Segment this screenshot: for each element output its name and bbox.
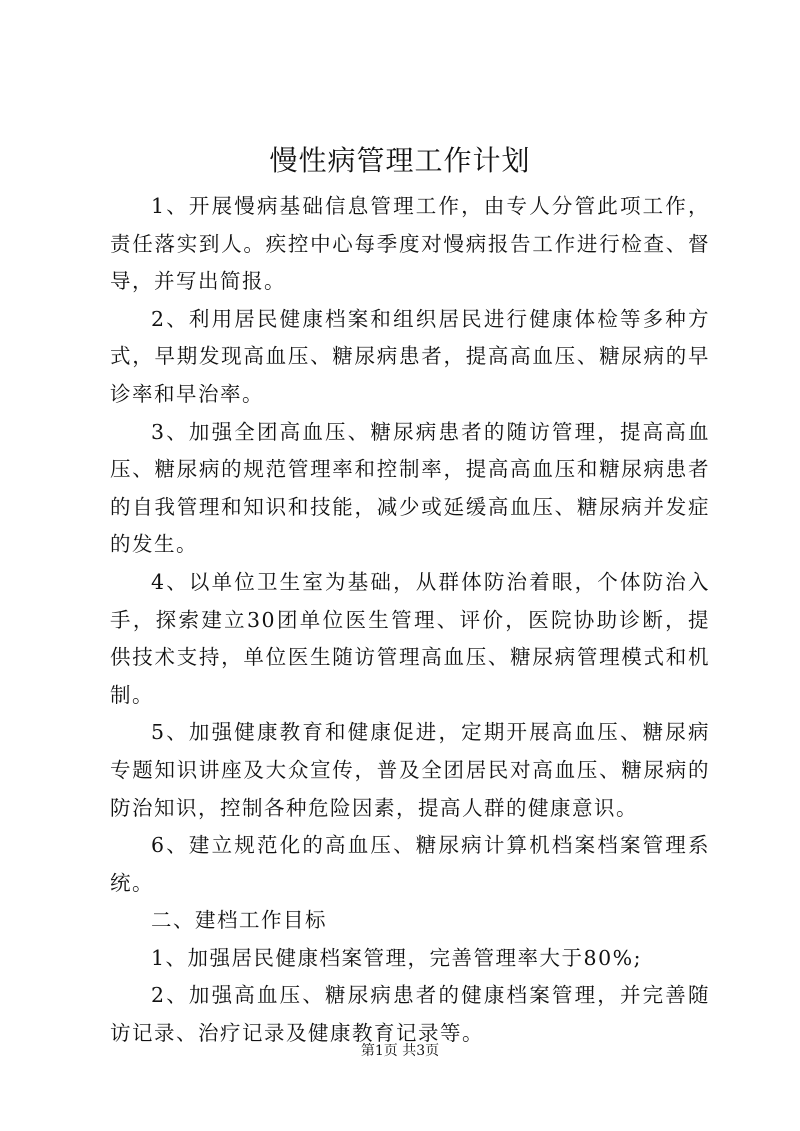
document-body xyxy=(110,188,710,1053)
paragraph-6: 6、建立规范化的高血压、糖尿病计算机档案档案管理系统。 xyxy=(110,833,710,895)
paragraph-7: 1、加强居民健康档案管理，完善管理率大于80%; xyxy=(151,945,643,970)
paragraph-8: 2、加强高血压、糖尿病患者的健康档案管理，并完善随访记录、治疗记录及健康教育记录等。 xyxy=(110,983,710,1046)
paragraph-4: 4、以单位卫生室为基础，从群体防治着眼，个体防治入手，探索建立30团单位医生管理、评价，医院协助诊断，提供技术支持，单位医生随访管理高血压、糖尿病管理模式和机制。 xyxy=(110,569,710,707)
section-heading-2: 二、建档工作目标 xyxy=(151,908,327,933)
page-footer: 第1页 共3页 xyxy=(360,1043,440,1059)
paragraph-5: 5、加强健康教育和健康促进，定期开展高血压、糖尿病专题知识讲座及大众宣传，普及全团居民对高血压、糖尿病的防治知识，控制各种危险因素，提高人群的健康意识。 xyxy=(110,720,710,820)
paragraph-2: 2、利用居民健康档案和组织居民进行健康体检等多种方式，早期发现高血压、糖尿病患者，提高高血压、糖尿病的早诊率和早治率。 xyxy=(110,306,710,406)
document-title: 慢性病管理工作计划 xyxy=(269,144,531,177)
paragraph-1: 1、开展慢病基础信息管理工作，由专人分管此项工作，责任落实到人。疾控中心每季度对慢病报告工作进行检查、督导，并写出简报。 xyxy=(110,194,710,294)
paragraph-3: 3、加强全团高血压、糖尿病患者的随访管理，提高高血压、糖尿病的规范管理率和控制率，提高高血压和糖尿病患者的自我管理和知识和技能，减少或延缓高血压、糖尿病并发症的发生。 xyxy=(110,419,710,557)
